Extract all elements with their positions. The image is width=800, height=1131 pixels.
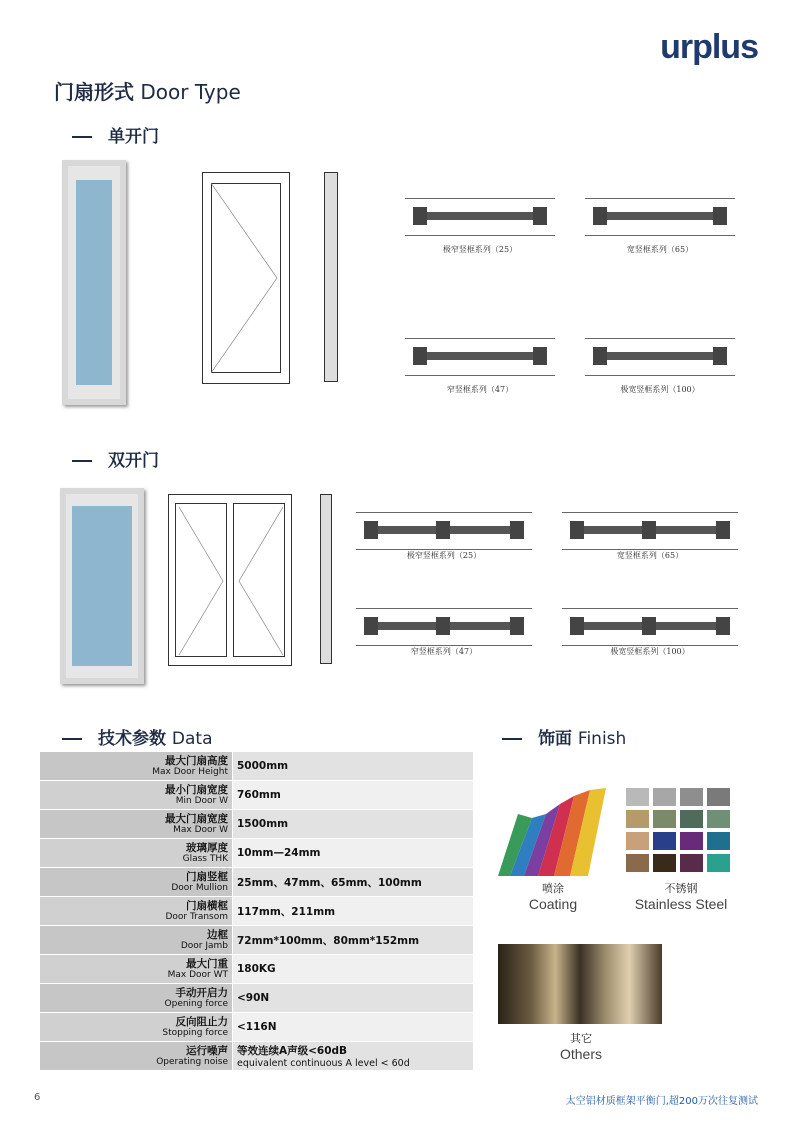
spec-label-cn: 最小门扇宽度 <box>165 783 228 796</box>
spec-value-text: 10mm—24mm <box>237 847 321 859</box>
data-heading: 技术参数 Data <box>62 724 213 749</box>
spec-row <box>40 752 473 781</box>
spec-value-text: 180KG <box>237 963 276 975</box>
spec-label-en: Glass THK <box>182 853 228 864</box>
spec-value-text: 760mm <box>237 789 281 801</box>
spec-value-text: 25mm、47mm、65mm、100mm <box>237 876 422 889</box>
spec-label <box>40 955 232 983</box>
single-door-elevation <box>202 172 290 384</box>
page-title-cn: 门扇形式 <box>54 80 134 104</box>
double-door-heading: 双开门 <box>72 446 159 471</box>
single-door-heading: 单开门 <box>72 122 159 147</box>
spec-row <box>40 1013 473 1042</box>
footer-note: 太空铝材质框架平衡门,超200万次往复测试 <box>565 1096 758 1107</box>
spec-row <box>40 868 473 897</box>
spec-value-text: 72mm*100mm、80mm*152mm <box>237 934 420 947</box>
finish-others-label: 其它 Others <box>559 1033 602 1062</box>
spec-value <box>232 955 473 983</box>
double-profile-caption: 宽竖框系列（65） <box>616 551 684 560</box>
color-swatch <box>707 810 730 828</box>
spec-label-en: Opening force <box>164 998 228 1009</box>
spec-label-cn: 玻璃厚度 <box>186 841 228 854</box>
finish-stainless-label: 不锈钢 Stainless Steel <box>634 883 728 912</box>
color-swatch <box>707 788 730 806</box>
spec-value <box>232 1013 473 1041</box>
spec-label-cn: 门扇竖框 <box>186 870 228 883</box>
spec-label-cn: 最大门重 <box>186 957 228 970</box>
spec-value <box>232 781 473 809</box>
spec-value <box>232 810 473 838</box>
spec-label-en: Min Door W <box>175 795 228 806</box>
spec-label <box>40 839 232 867</box>
double-door-side-section <box>320 494 332 664</box>
spec-label-cn: 最大门扇宽度 <box>165 812 228 825</box>
page-number: 6 <box>34 1092 41 1103</box>
single-profile-100 <box>585 334 735 378</box>
spec-label-en: Operating noise <box>156 1056 228 1067</box>
single-profile-25 <box>405 194 555 238</box>
others-finish-image <box>498 944 662 1024</box>
double-profile-caption: 极宽竖框系列（100） <box>610 647 690 656</box>
page-title <box>54 76 241 105</box>
finish-heading: 饰面 Finish <box>502 724 626 749</box>
spec-label-en: Max Door WT <box>167 969 228 980</box>
spec-label-cn: 门扇横框 <box>186 899 228 912</box>
spec-label <box>40 810 232 838</box>
double-profile-47 <box>356 604 532 648</box>
spec-value-text: 5000mm <box>237 760 289 772</box>
spec-value <box>232 839 473 867</box>
spec-value-text: 1500mm <box>237 818 289 830</box>
color-swatch <box>680 854 703 872</box>
single-profile-caption: 极宽竖框系列（100） <box>620 385 700 394</box>
spec-label-en: Door Mullion <box>171 882 228 893</box>
spec-row <box>40 1042 473 1071</box>
single-profile-caption: 窄竖框系列（47） <box>446 385 514 394</box>
spec-label <box>40 1042 232 1070</box>
spec-value <box>232 984 473 1012</box>
spec-label-cn: 手动开启力 <box>175 986 228 999</box>
color-swatch <box>626 788 649 806</box>
color-swatch <box>680 832 703 850</box>
spec-row <box>40 839 473 868</box>
finish-coating-label: 喷涂 Coating <box>528 883 578 912</box>
color-swatch <box>653 854 676 872</box>
spec-row <box>40 810 473 839</box>
double-profile-100 <box>562 604 738 648</box>
spec-label <box>40 1013 232 1041</box>
spec-label-cn: 最大门扇高度 <box>165 754 228 767</box>
spec-table <box>40 752 473 1071</box>
color-swatch <box>626 810 649 828</box>
color-swatch <box>626 854 649 872</box>
single-profile-65 <box>585 194 735 238</box>
spec-value <box>232 897 473 925</box>
spec-value <box>232 868 473 896</box>
spec-value-text: 117mm、211mm <box>237 905 336 918</box>
double-profile-caption: 窄竖框系列（47） <box>410 647 478 656</box>
spec-label-en: Door Transom <box>165 911 228 922</box>
double-door-render <box>60 488 144 684</box>
spec-label <box>40 868 232 896</box>
spec-value-text: 等效连续A声级<60dB <box>237 1045 348 1057</box>
color-swatch <box>653 788 676 806</box>
color-swatch <box>707 854 730 872</box>
double-door-elevation <box>168 494 292 666</box>
spec-label <box>40 926 232 954</box>
spec-label-en: Max Door Height <box>152 766 228 777</box>
stainless-swatch-grid <box>626 788 730 872</box>
spec-row <box>40 955 473 984</box>
spec-label <box>40 897 232 925</box>
spec-row <box>40 781 473 810</box>
spec-label-en: Door Jamb <box>180 940 228 951</box>
single-door-render <box>62 160 126 405</box>
spec-row <box>40 897 473 926</box>
color-swatch <box>653 810 676 828</box>
coating-color-fan-image <box>498 784 608 876</box>
spec-row <box>40 984 473 1013</box>
spec-label-en: Max Door W <box>173 824 228 835</box>
spec-label-cn: 边框 <box>207 928 228 941</box>
color-swatch <box>680 788 703 806</box>
spec-value <box>232 1042 473 1070</box>
spec-value-text: <90N <box>237 992 270 1004</box>
spec-value-sub: equivalent continuous A level < 60d <box>237 1058 410 1069</box>
spec-label <box>40 752 232 780</box>
spec-value <box>232 752 473 780</box>
spec-row <box>40 926 473 955</box>
double-profile-caption: 极窄竖框系列（25） <box>406 551 482 560</box>
page-title-en: Door Type <box>140 80 241 104</box>
spec-label-cn: 运行噪声 <box>186 1044 228 1057</box>
spec-label-cn: 反向阻止力 <box>175 1015 228 1028</box>
double-profile-25 <box>356 508 532 552</box>
single-profile-caption: 极窄竖框系列（25） <box>442 245 518 254</box>
spec-value <box>232 926 473 954</box>
color-swatch <box>626 832 649 850</box>
spec-label <box>40 984 232 1012</box>
single-profile-47 <box>405 334 555 378</box>
spec-label <box>40 781 232 809</box>
single-profile-caption: 宽竖框系列（65） <box>626 245 694 254</box>
brand-logo: urplus <box>660 28 758 66</box>
single-door-side-section <box>324 172 338 382</box>
color-swatch <box>653 832 676 850</box>
color-swatch <box>680 810 703 828</box>
spec-label-en: Stopping force <box>162 1027 228 1038</box>
spec-value-text: <116N <box>237 1021 277 1033</box>
double-profile-65 <box>562 508 738 552</box>
color-swatch <box>707 832 730 850</box>
